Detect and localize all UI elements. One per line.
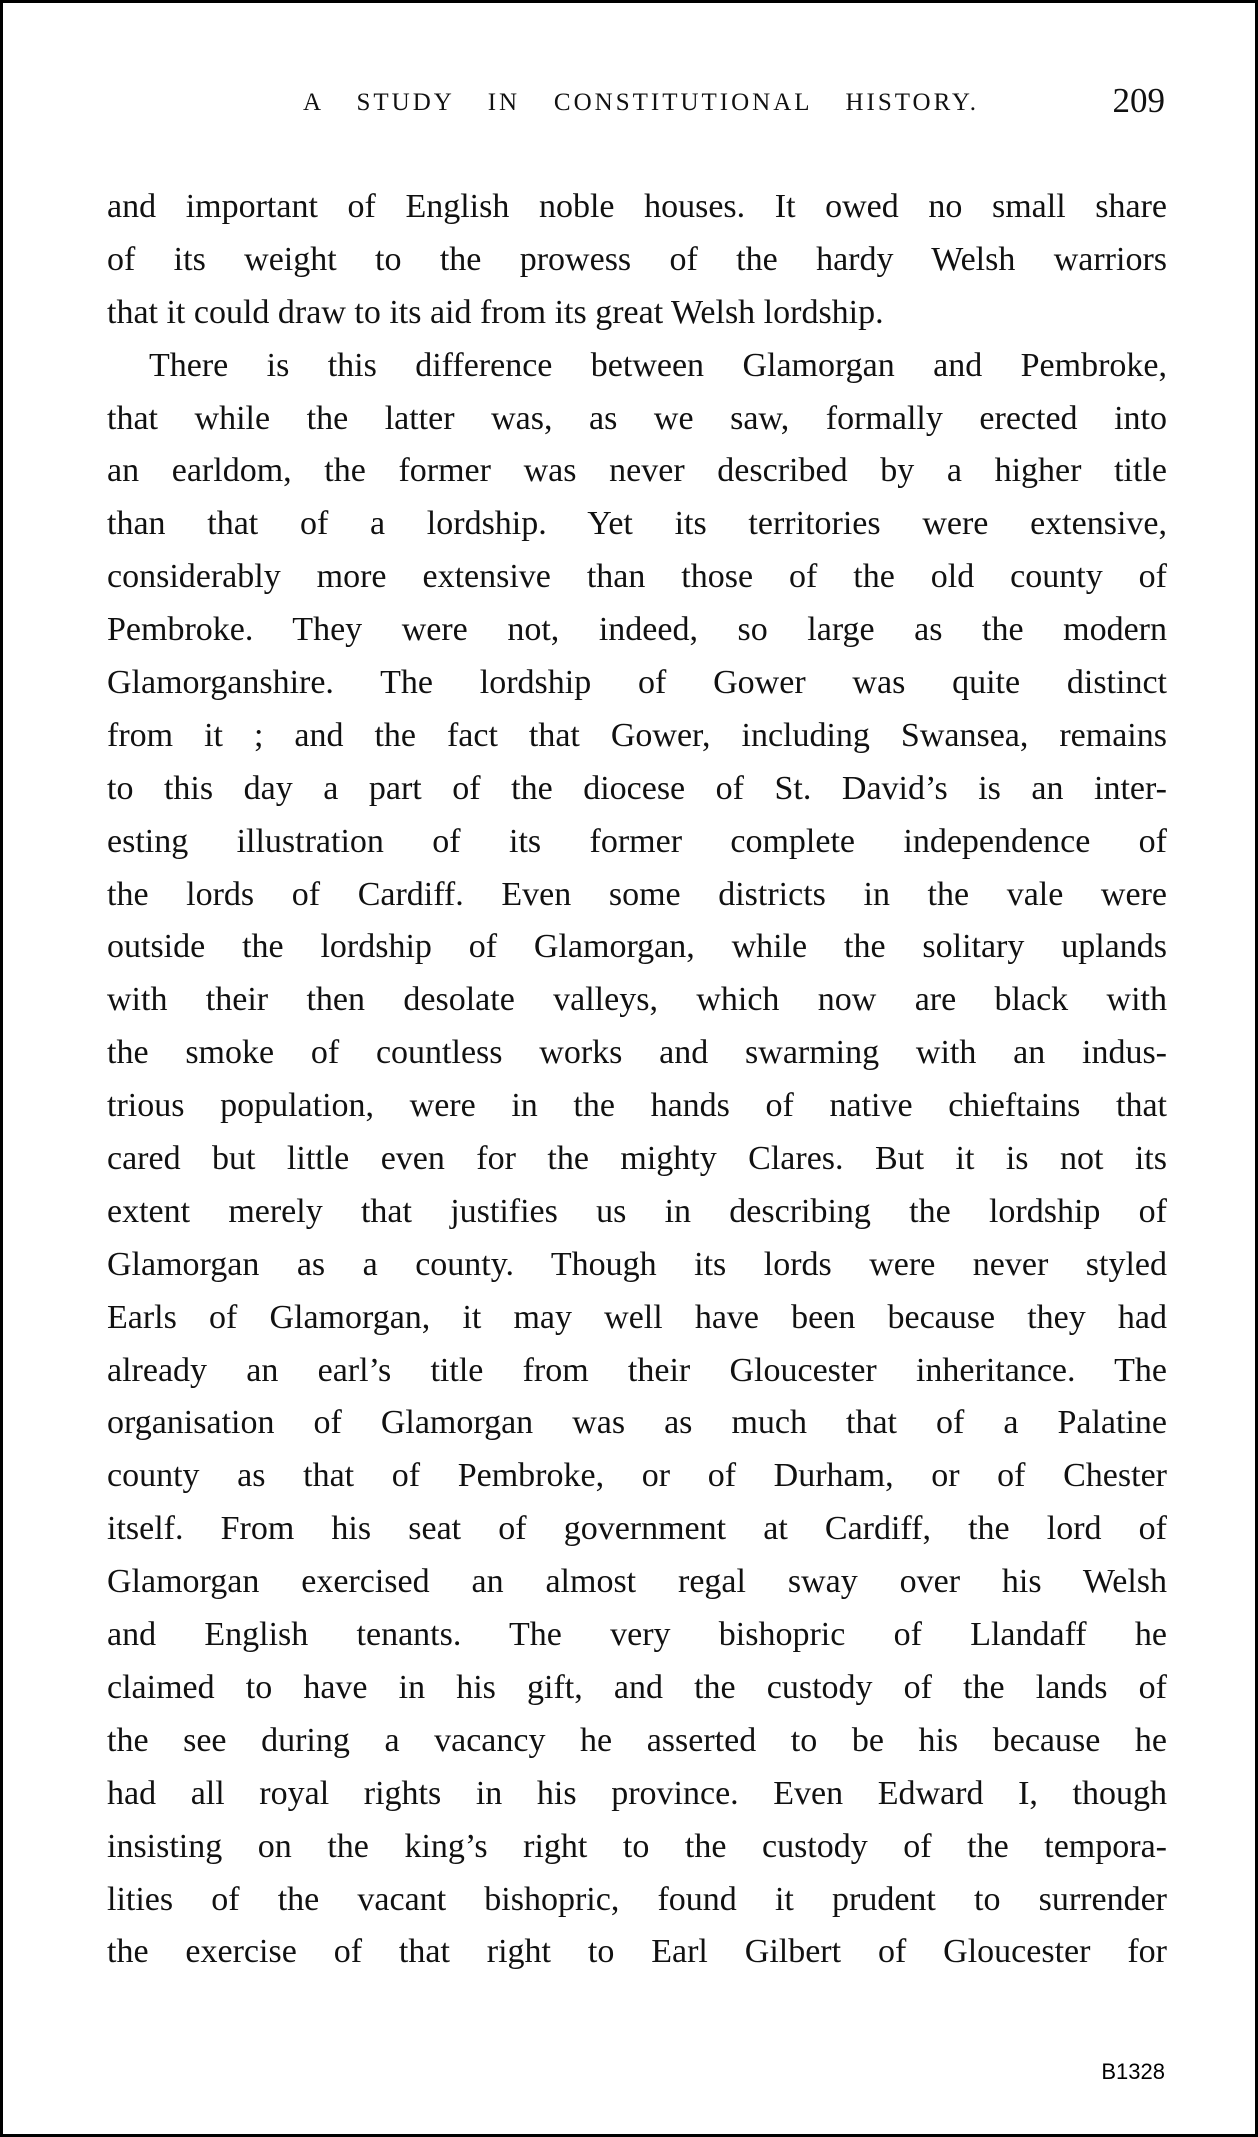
text-line: There is this difference between Glamorgan and Pembroke, [149, 346, 1167, 384]
text-line: county as that of Pembroke, or of Durham, or of Chester [107, 1457, 1167, 1495]
running-title: A STUDY IN CONSTITUTIONAL HISTORY. [303, 89, 979, 116]
body-text [107, 181, 1167, 1979]
text-line: with their then desolate valleys, which now are black with [107, 981, 1167, 1019]
text-line: Glamorgan as a county. Though its lords were never styled [107, 1245, 1167, 1283]
text-line: trious population, were in the hands of native chieftains that [107, 1087, 1167, 1125]
text-line: and important of English noble houses. It owed no small share [107, 188, 1167, 225]
text-line: insisting on the king’s right to the custody of the tempora- [107, 1827, 1167, 1865]
text-line: Glamorgan exercised an almost regal sway over his Welsh [107, 1563, 1167, 1601]
text-line: the exercise of that right to Earl Gilbert of Gloucester for [107, 1933, 1167, 1971]
text-line: organisation of Glamorgan was as much that of a Palatine [107, 1404, 1167, 1442]
text-line: of its weight to the prowess of the hardy Welsh warriors [107, 240, 1167, 278]
paragraph [107, 340, 1167, 1980]
text-line: claimed to have in his gift, and the custody of the lands of [107, 1668, 1167, 1706]
text-line: Earls of Glamorgan, it may well have been because they had [107, 1298, 1167, 1336]
paragraph [107, 181, 1167, 340]
text-line: to this day a part of the diocese of St. David’s is an inter- [107, 769, 1167, 807]
text-line: the see during a vacancy he asserted to be his because he [107, 1721, 1167, 1759]
text-line: from it ; and the fact that Gower, including Swansea, remains [107, 716, 1167, 754]
text-line: that while the latter was, as we saw, formally erected into [107, 399, 1167, 437]
text-line: Pembroke. They were not, indeed, so large as the modern [107, 611, 1167, 649]
text-line: the smoke of countless works and swarming with an indus- [107, 1034, 1167, 1072]
text-line: extent merely that justifies us in describing the lordship of [107, 1192, 1167, 1230]
text-line: outside the lordship of Glamorgan, while the solitary uplands [107, 928, 1167, 966]
text-line: cared but little even for the mighty Clares. But it is not its [107, 1140, 1167, 1178]
text-line: than that of a lordship. Yet its territories were extensive, [107, 505, 1167, 543]
text-line: esting illustration of its former complete independence of [107, 822, 1167, 860]
text-line: had all royal rights in his province. Even Edward I, though [107, 1774, 1167, 1812]
text-line: an earldom, the former was never described by a higher title [107, 452, 1167, 490]
text-line: itself. From his seat of government at Cardiff, the lord of [107, 1510, 1167, 1548]
text-line: Glamorganshire. The lordship of Gower was quite distinct [107, 664, 1167, 702]
page-number: 209 [1112, 81, 1165, 120]
text-line: the lords of Cardiff. Even some districts in the vale were [107, 875, 1167, 913]
text-line: already an earl’s title from their Gloucester inheritance. The [107, 1351, 1167, 1389]
catalog-number: B1328 [1101, 2059, 1165, 2084]
text-line: that it could draw to its aid from its great Welsh lordship. [107, 293, 884, 331]
text-line: lities of the vacant bishopric, found it prudent to surrender [107, 1880, 1167, 1918]
text-line: and English tenants. The very bishopric of Llandaff he [107, 1616, 1167, 1654]
text-line: considerably more extensive than those of the old county of [107, 558, 1167, 596]
